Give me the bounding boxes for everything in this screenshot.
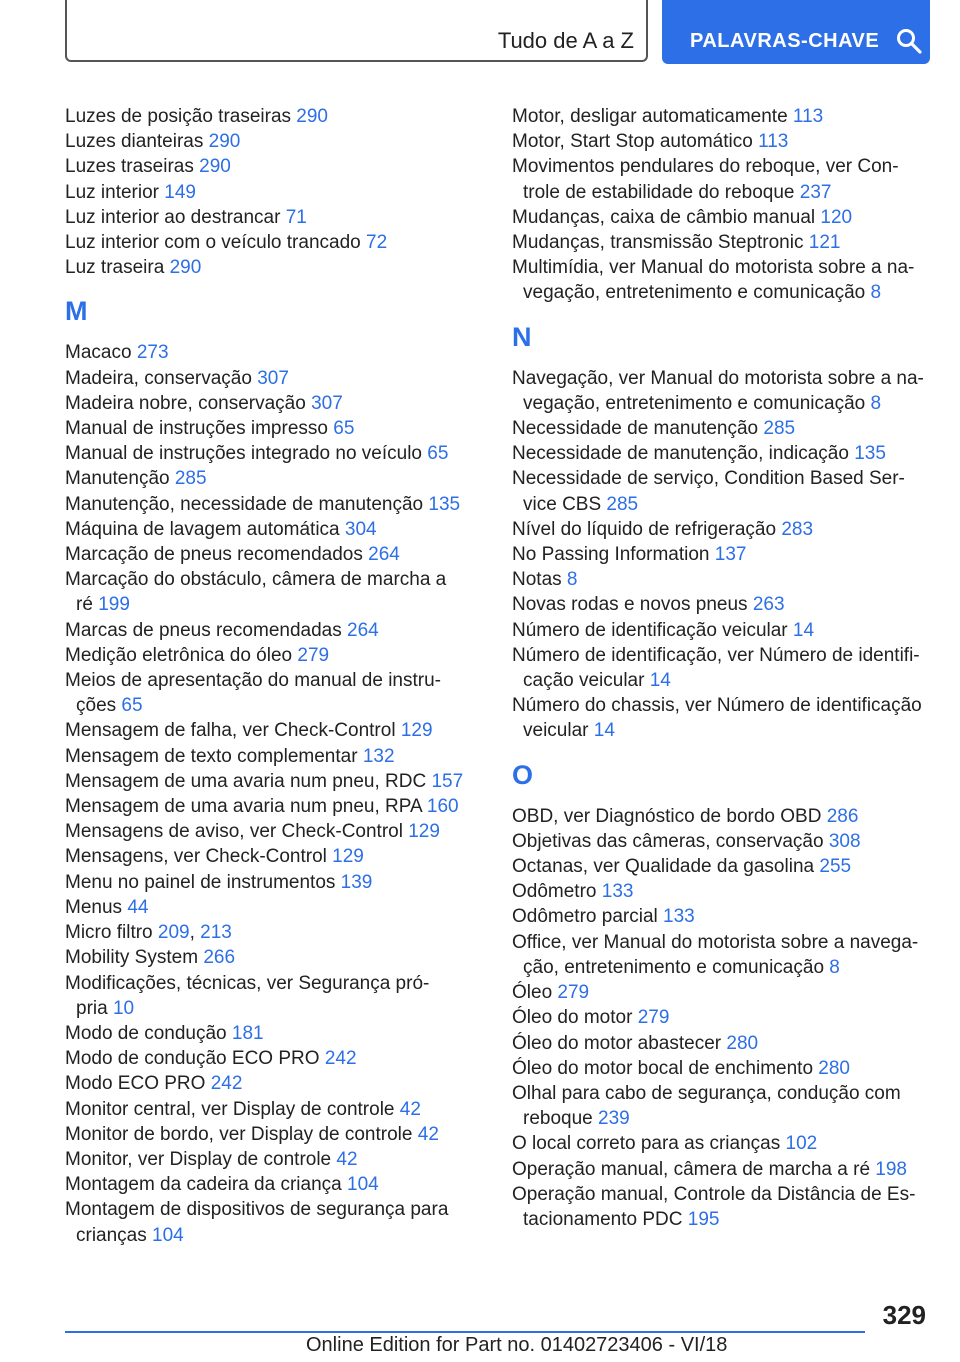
index-entry (65, 945, 465, 970)
index-entry (512, 205, 932, 230)
index-entry (512, 255, 932, 305)
page-link[interactable]: 135 (428, 493, 461, 515)
page-link[interactable]: 42 (399, 1098, 421, 1120)
page-link[interactable]: 286 (826, 805, 859, 827)
page-link[interactable]: 8 (829, 956, 840, 978)
page-link[interactable]: 139 (340, 871, 373, 893)
page-link[interactable]: 280 (818, 1057, 850, 1079)
index-entry-text: Óleo (512, 982, 553, 1004)
page-link[interactable]: 290 (208, 131, 241, 153)
index-entry (512, 567, 932, 592)
index-entry-text: Mudanças, transmissão Steptronic (512, 232, 804, 254)
index-entry-text: Olhal para cabo de segurança, condução com reboque (512, 1082, 901, 1130)
page-link[interactable]: 14 (593, 720, 615, 742)
index-entry-text: Nível do líquido de refrigeração (512, 518, 777, 540)
index-entry (65, 1172, 465, 1197)
index-entry-text: Número do chassis, ver Número de identificação veicular (512, 695, 922, 742)
index-entry (512, 154, 932, 204)
index-entry-text: Máquina de lavagem automática (65, 518, 340, 540)
page-link[interactable]: 198 (875, 1158, 907, 1180)
index-entry (512, 1182, 932, 1232)
tab-keywords-label: PALAVRAS-CHAVE (690, 30, 880, 52)
page-link[interactable]: 213 (200, 922, 232, 944)
index-entry (65, 255, 465, 280)
index-entry (65, 844, 465, 869)
page-link[interactable]: 285 (763, 418, 796, 440)
index-entry-text: Operação manual, câmera de marcha a ré (512, 1158, 871, 1180)
page-link[interactable]: 65 (121, 695, 143, 717)
index-entry-text: Monitor de bordo, ver Display de controle (65, 1123, 413, 1145)
index-entry (65, 466, 465, 491)
index-entry-text: Objetivas das câmeras, conservação (512, 830, 824, 852)
index-entry-text: Luz interior ao destrancar (65, 206, 281, 228)
index-entry-text: Manual de instruções integrado no veículo (65, 443, 423, 465)
index-entry-text: Medição eletrônica do óleo (65, 644, 293, 666)
index-entry (65, 870, 465, 895)
index-entry-text: Motor, Start Stop automático (512, 131, 753, 153)
page-link[interactable]: 8 (870, 392, 882, 414)
page-link[interactable]: 102 (785, 1133, 818, 1155)
index-entry (512, 1157, 932, 1182)
page-link[interactable]: 8 (870, 282, 882, 304)
index-entry (65, 1197, 465, 1247)
page-link[interactable]: 129 (400, 720, 433, 742)
index-entry-text: Número de identificação, ver Número de identifi‐ cação veicular (512, 644, 920, 692)
index-entry (65, 340, 465, 365)
page-link[interactable]: 285 (606, 493, 639, 515)
index-entry-text: Novas rodas e novos pneus (512, 594, 748, 616)
page-link[interactable]: 307 (311, 392, 343, 414)
index-entry-text: Monitor central, ver Display de controle (65, 1098, 395, 1120)
index-entry-text: Óleo do motor bocal de enchimento (512, 1057, 814, 1079)
index-letter-heading: N (512, 321, 532, 352)
search-icon (896, 28, 922, 54)
index-entry-text: Luzes dianteiras (65, 131, 204, 153)
page-link[interactable]: 160 (426, 796, 459, 818)
index-entry-text: Mensagens de aviso, ver Check-Control (65, 821, 403, 843)
index-entry (512, 104, 932, 129)
index-entry (65, 492, 465, 517)
page-link[interactable]: 10 (112, 997, 135, 1019)
page-link[interactable]: 209 (157, 922, 190, 944)
page-link[interactable]: 290 (296, 106, 328, 127)
index-entry: Micro filtro 209, 213 (65, 922, 232, 944)
index-entry (512, 879, 932, 904)
page-link[interactable]: 120 (820, 206, 853, 228)
index-entry-text: Mensagem de texto complementar (65, 745, 358, 767)
index-entry (65, 769, 465, 794)
index-entry-text: Madeira, conservação (65, 367, 252, 389)
index-entry (512, 592, 932, 617)
page-link[interactable]: 104 (347, 1174, 379, 1196)
index-entry (512, 366, 932, 416)
index-column-right (512, 104, 932, 1232)
index-entry (512, 1005, 932, 1030)
index-entry-text: Marcação do obstáculo, câmera de marcha a ré (65, 569, 447, 616)
index-entry (65, 1097, 465, 1122)
page-link[interactable]: 279 (297, 644, 330, 666)
page-link[interactable]: 266 (203, 947, 236, 969)
footer-edition: Online Edition for Part no. 01402723406 - VI/18 (306, 1334, 728, 1356)
index-entry (512, 1031, 932, 1056)
index-entry (65, 129, 465, 154)
index-entry (512, 643, 932, 693)
index-entry (65, 567, 465, 617)
page-link[interactable]: 14 (649, 670, 671, 692)
index-entry-text: Mensagem de falha, ver Check-Control (65, 720, 396, 742)
page-link[interactable]: 129 (408, 821, 440, 843)
index-entry-text: Office, ver Manual do motorista sobre a navega‐ ção, entretenimento e comunicação (512, 931, 919, 978)
page-link[interactable]: 280 (726, 1032, 759, 1054)
index-entry (512, 618, 932, 643)
index-entry (512, 854, 932, 879)
index-entry-text: Operação manual, Controle da Distância de Es‐ tacionamento PDC (512, 1183, 916, 1230)
index-entry-text: Multimídia, ver Manual do motorista sobre a na‐ vegação, entretenimento e comunicação (512, 257, 915, 304)
index-entry-text: Mudanças, caixa de câmbio manual (512, 206, 816, 228)
index-entry-text: Marcas de pneus recomendadas (65, 619, 342, 641)
index-letter-heading: O (512, 759, 534, 790)
index-entry-text: No Passing Information (512, 544, 710, 566)
page-link[interactable]: 8 (566, 569, 578, 591)
page-link[interactable]: 273 (136, 342, 169, 364)
index-entry (65, 895, 465, 920)
index-entry-text: Número de identificação veicular (512, 619, 788, 641)
index-entry (512, 416, 932, 441)
index-entry (512, 230, 932, 255)
index-entry-text: Madeira nobre, conservação (65, 392, 306, 414)
page-link[interactable]: 195 (687, 1208, 720, 1230)
page-link[interactable]: 132 (362, 745, 395, 767)
page-link[interactable]: 129 (332, 846, 364, 868)
page-link[interactable]: 157 (431, 770, 464, 792)
index-entry-text: Micro filtro (65, 922, 153, 944)
index-entry-text: Motor, desligar automaticamente (512, 106, 788, 127)
index-entry-text: Luzes de posição traseiras (65, 106, 292, 127)
page-link[interactable]: 264 (368, 544, 400, 566)
index-entry-text: O local correto para as crianças (512, 1133, 781, 1155)
index-entry-text: Mensagens, ver Check-Control (65, 846, 327, 868)
page-number: 329 (882, 1300, 926, 1330)
page-link[interactable]: 42 (336, 1148, 358, 1170)
tab-keywords[interactable] (662, 0, 930, 64)
header (65, 0, 930, 64)
index-entry-text: OBD, ver Diagnóstico de bordo OBD (512, 805, 822, 827)
index-entry (512, 517, 932, 542)
page-link[interactable]: 242 (324, 1048, 357, 1070)
page-link[interactable]: 307 (257, 367, 289, 389)
index-entry-text: Luz interior (65, 181, 159, 203)
index-entry (65, 180, 465, 205)
page-link[interactable]: 285 (174, 468, 207, 490)
index-entry (65, 819, 465, 844)
page-link[interactable]: 113 (792, 106, 824, 127)
page-link[interactable]: 283 (781, 518, 814, 540)
index-entry-text: Modo ECO PRO (65, 1073, 206, 1095)
page-link[interactable]: 264 (347, 619, 379, 641)
page-link[interactable]: 239 (598, 1108, 630, 1130)
index-entry-text: Mensagem de uma avaria num pneu, RDC (65, 770, 427, 792)
index-entry (65, 205, 465, 230)
index-entry-text: Necessidade de manutenção (512, 418, 759, 440)
index-entry-text: Menus (65, 896, 123, 918)
page-link[interactable]: 65 (333, 418, 355, 440)
page-link[interactable]: 14 (792, 619, 815, 641)
index-entry-text: Necessidade de serviço, Condition Based Ser‐ vice CBS (512, 468, 905, 515)
page-link[interactable]: 149 (164, 181, 196, 203)
index-entry-text: Odômetro (512, 881, 597, 903)
index-entry (512, 466, 932, 516)
index-entry (65, 391, 465, 416)
index-entry-text: Montagem da cadeira da criança (65, 1174, 342, 1196)
index-entry (512, 930, 932, 980)
index-entry (512, 1131, 932, 1156)
page-link[interactable]: 135 (854, 443, 886, 465)
index-entry (65, 416, 465, 441)
index-letter-heading: M (65, 296, 88, 327)
page-link[interactable]: 72 (366, 232, 388, 254)
index-entry (65, 618, 465, 643)
index-entry-text: Manutenção, necessidade de manutenção (65, 493, 424, 515)
index-entry-text: Montagem de dispositivos de segurança para crianças (65, 1199, 449, 1246)
page-link[interactable]: 121 (808, 232, 841, 254)
index-entry (65, 1122, 465, 1147)
page-link[interactable]: 42 (417, 1123, 439, 1145)
page-link[interactable]: 279 (637, 1007, 670, 1029)
index-entry-text: Odômetro parcial (512, 906, 658, 928)
index-entry (65, 744, 465, 769)
index-entry-text: Modo de condução ECO PRO (65, 1048, 320, 1070)
index-entry-text: Mensagem de uma avaria num pneu, RPA (65, 796, 422, 818)
index-entry-text: Marcação de pneus recomendados (65, 544, 363, 566)
index-entry (65, 154, 465, 179)
index-column-left (65, 104, 465, 1248)
index-entry (512, 441, 932, 466)
page-link[interactable]: 255 (819, 856, 852, 878)
tab-a-to-z-label: Tudo de A a Z (497, 28, 634, 53)
page-link[interactable]: 181 (231, 1022, 264, 1044)
page-link[interactable]: 263 (752, 594, 785, 616)
page-link[interactable]: 279 (557, 982, 590, 1004)
index-entry (512, 829, 932, 854)
index-entry (65, 1071, 465, 1096)
page-link[interactable]: 308 (828, 830, 861, 852)
index-entry (65, 441, 465, 466)
index-entry (512, 980, 932, 1005)
page-link[interactable]: 71 (285, 206, 307, 228)
index-entry (512, 1081, 932, 1131)
index-entry (65, 1046, 465, 1071)
index-entry-text: Monitor, ver Display de controle (65, 1148, 332, 1170)
page-link[interactable]: 113 (758, 131, 789, 153)
index-entry (65, 542, 465, 567)
page-link[interactable]: 242 (210, 1073, 243, 1095)
index-entry (65, 104, 465, 129)
footer-divider (65, 1331, 865, 1333)
index-entry (65, 794, 465, 819)
index-entry (65, 1021, 465, 1046)
page-link[interactable]: 44 (127, 896, 149, 918)
index-entry (512, 804, 932, 829)
index-entry-text: Óleo do motor abastecer (512, 1032, 722, 1054)
index-entry-text: Meios de apresentação do manual de instru‐ ções (65, 670, 442, 717)
index-entry (65, 1147, 465, 1172)
page-link[interactable]: 104 (152, 1224, 184, 1246)
page-link[interactable]: 290 (169, 257, 202, 279)
index-entry-text: Luz interior com o veículo trancado (65, 232, 361, 254)
index-entry-text: Navegação, ver Manual do motorista sobre a na‐ vegação, entretenimento e comunicação (512, 367, 924, 414)
index-entry-text: Óleo do motor (512, 1007, 633, 1029)
index-entry-text: Menu no painel de instrumentos (65, 871, 336, 893)
index-entry (65, 718, 465, 743)
index-entry-text: Notas (512, 569, 562, 591)
index-entry (65, 366, 465, 391)
index-entry-text: Modificações, técnicas, ver Segurança pró‐ pria (65, 972, 430, 1019)
index-entry-text: Manutenção (65, 468, 170, 490)
page-link[interactable]: 133 (601, 881, 634, 903)
index-entry (512, 542, 932, 567)
index-entry (65, 668, 465, 718)
index-entry (65, 230, 465, 255)
tab-a-to-z[interactable] (65, 0, 648, 62)
index-entry (65, 643, 465, 668)
index-entry-text: Macaco (65, 342, 132, 364)
index-entry-text: Modo de condução (65, 1022, 227, 1044)
index-entry (512, 1056, 932, 1081)
page-link[interactable]: 133 (663, 906, 695, 928)
page-link[interactable]: 199 (98, 594, 130, 616)
page-link[interactable]: 65 (427, 443, 449, 465)
index-entry (65, 971, 465, 1021)
index-entry (512, 693, 932, 743)
index-entry-text: Luzes traseiras (65, 156, 194, 178)
index-entry-text: Luz traseira (65, 257, 165, 279)
index-entry-text: Octanas, ver Qualidade da gasolina (512, 856, 815, 878)
index-entry-text: Necessidade de manutenção, indicação (512, 443, 849, 465)
page-link[interactable]: 290 (199, 156, 231, 178)
index-entry (512, 904, 932, 929)
page-link[interactable]: 237 (799, 181, 832, 203)
page-link[interactable]: 304 (344, 518, 377, 540)
index-entry-text: Movimentos pendulares do reboque, ver Con‐ trole de estabilidade do reboque (512, 156, 899, 203)
page-link[interactable]: 137 (714, 544, 747, 566)
index-entry (512, 129, 932, 154)
index-entry (65, 517, 465, 542)
index-entry-text: Manual de instruções impresso (65, 418, 328, 440)
index-entry-text: Mobility System (65, 947, 199, 969)
